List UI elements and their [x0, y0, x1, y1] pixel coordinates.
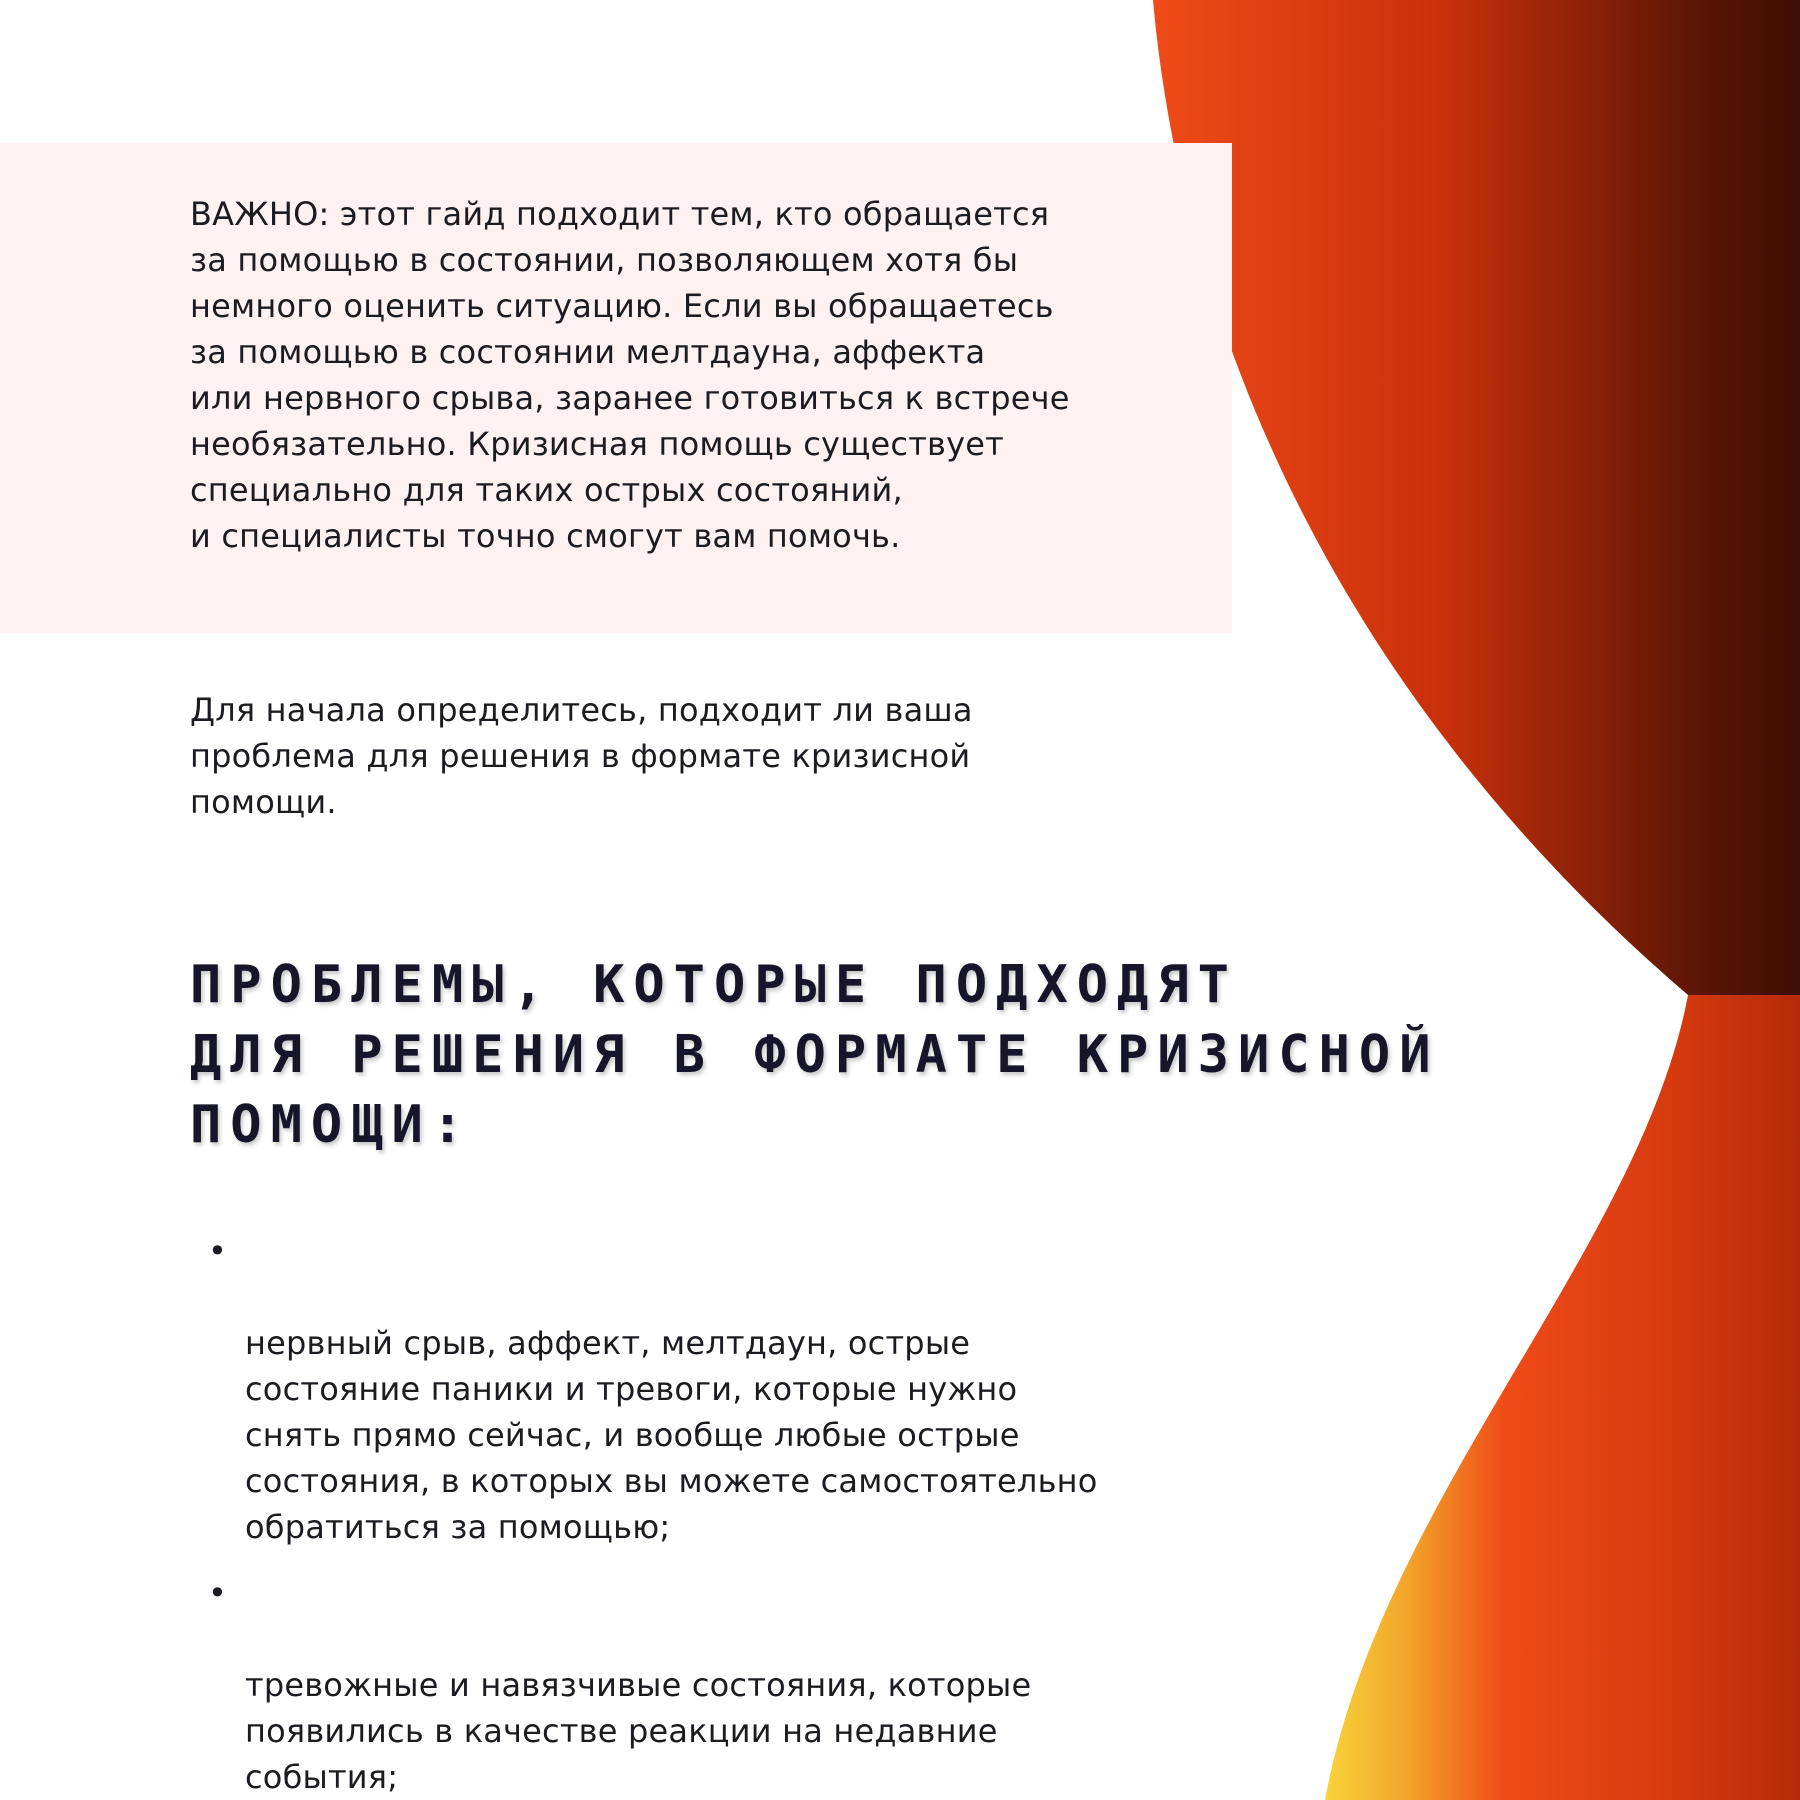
intro-paragraph: Для начала определитесь, подходит ли ваша проблема для решения в формате кризисной помощи. [190, 691, 973, 821]
list-item [190, 1228, 1190, 1550]
list-item-text: нервный срыв, аффект, мелтдаун, острые состояние паники и тревоги, которые нужно снять прямо сейчас, и вообще любые острые состояния, в которых вы можете самостоятельно обратиться за помощью; [245, 1324, 1098, 1546]
list-item-text: тревожные и навязчивые состояния, которые появились в качестве реакции на недавние события; [245, 1666, 1032, 1796]
important-notice-text: ВАЖНО: этот гайд подходит тем, кто обращается за помощью в состоянии, позволяющем хотя бы немного оценить ситуацию. Если вы обращаетесь за помощью в состоянии мелтдауна, аффекта или нервного срыва, заранее готовиться к встрече необязательно. Кризисная помощь существует специально для таких острых состояний, и специалисты точно смогут вам помочь. [190, 195, 1070, 555]
list-item [190, 1570, 1190, 1800]
bullet-icon: • [208, 1574, 228, 1612]
bullet-icon: • [208, 1232, 228, 1270]
section-heading: ПРОБЛЕМЫ, КОТОРЫЕ ПОДХОДЯТ ДЛЯ РЕШЕНИЯ В ФОРМАТЕ КРИЗИСНОЙ ПОМОЩИ: [190, 955, 1440, 1155]
problem-list [190, 1228, 1190, 1800]
